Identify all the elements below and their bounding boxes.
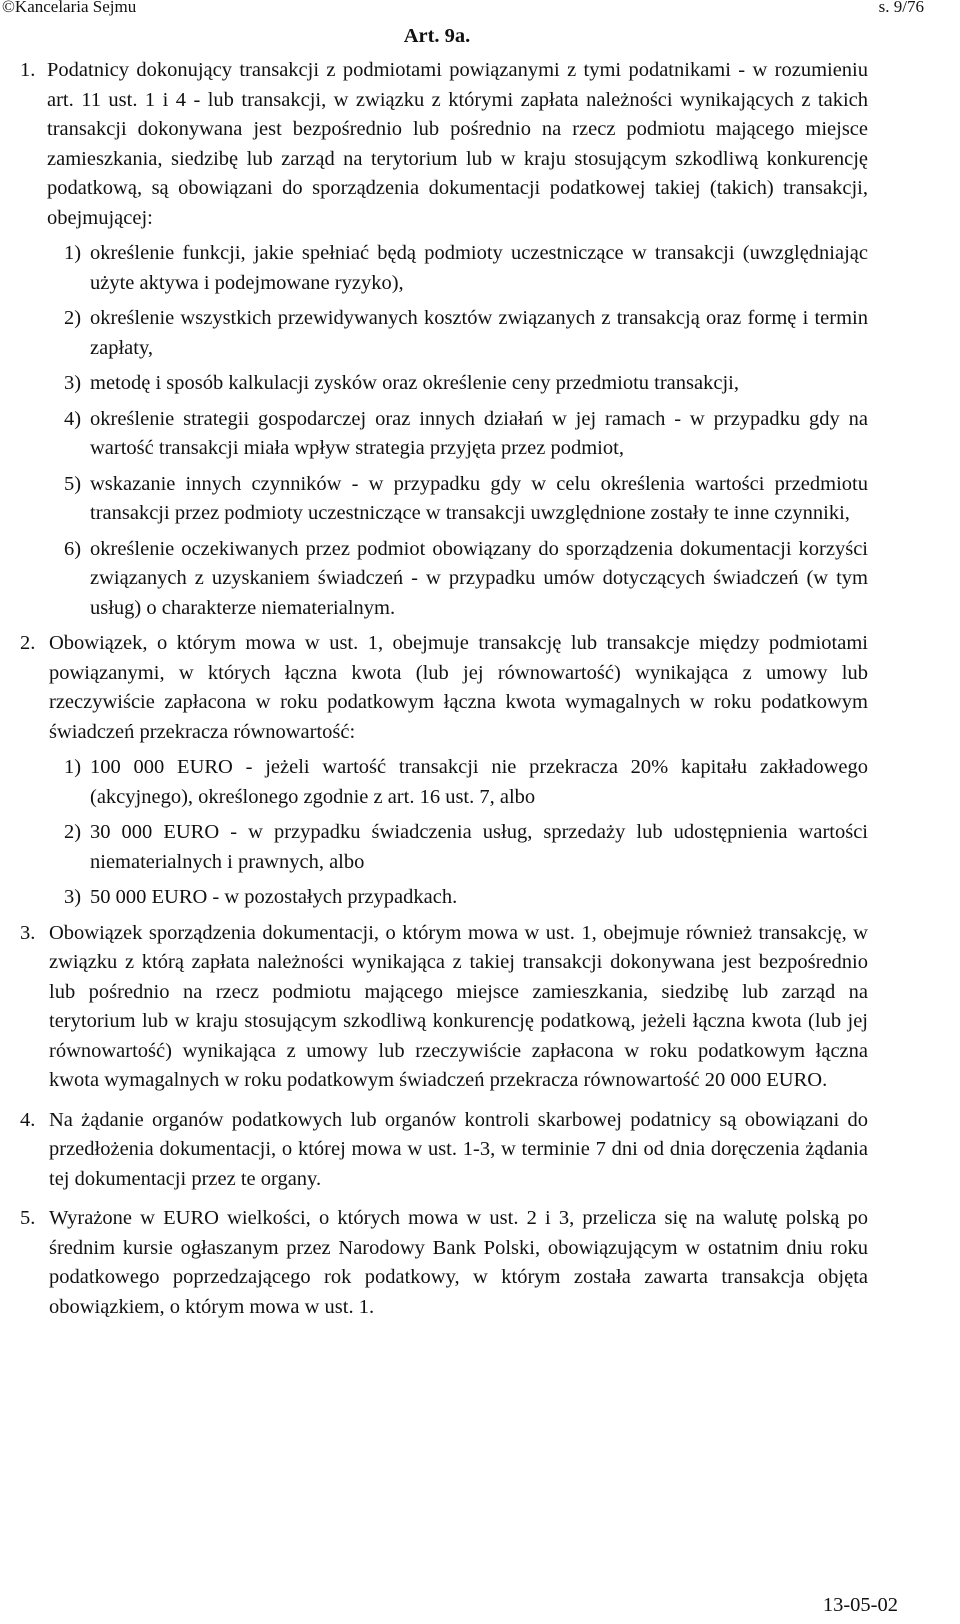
list-item [64,470,868,529]
list-item [64,883,868,913]
list-item-number: 2) [64,307,82,329]
list-item [64,535,868,624]
list-item-number: 6) [64,537,82,560]
paragraph-number: 3. [20,921,36,944]
list-item [64,818,868,877]
list-item-number: 5) [64,472,82,495]
header-source: ©Kancelaria Sejmu [2,0,137,16]
paragraph-text: Na żądanie organów podatkowych lub organów kontroli skarbowej podatnicy są obowiązani do przedłożenia dokumentacji, o której mowa w ust. 1-3, w terminie 7 dni od dnia doręczenia żądania tej dokumentacji przez te organy. [49,1108,868,1190]
paragraph-2-list [64,753,868,913]
paragraph-number: 5. [20,1207,36,1229]
list-item-text: określenie funkcji, jakie spełniać będą podmioty uczestniczące w transakcji (uwzględniając użyte aktywa i podejmowane ryzyko), [90,242,868,294]
paragraph-number: 1. [20,59,36,81]
list-item-text: określenie wszystkich przewidywanych kosztów związanych z transakcją oraz formę i termin zapłaty, [90,307,868,359]
list-item [64,304,868,363]
paragraph-number: 4. [20,1108,36,1131]
paragraph-text: Obowiązek sporządzenia dokumentacji, o którym mowa w ust. 1, obejmuje również transakcję, w związku z którą zapłata należności wynikająca z takiej transakcji dokonywana jest bezpośrednio lub pośrednio na rzecz podmiotu mającego miejsce zamieszkania, siedzibę lub zarząd na terytorium lub w kraju stosującym szkodliwą konkurencję podatkową, jeżeli łączna kwota (lub jej równowartość) wynikająca z umowy lub rzeczywiście zapłacona w roku podatkowym łączna kwota wymagalnych w roku podatkowym świadczeń przekracza równowartość 20 000 EURO. [49,921,868,1091]
paragraph-3 [20,919,868,1096]
list-item [64,405,868,464]
list-item [64,753,868,812]
list-item-text: określenie strategii gospodarczej oraz innych działań w jej ramach - w przypadku gdy na wartość transakcji miała wpływ strategia przyjęta przez podmiot, [90,407,868,459]
paragraph-1 [20,56,868,233]
list-item-number: 2) [64,821,82,843]
paragraph-2 [20,629,868,747]
list-item-text: określenie oczekiwanych przez podmiot obowiązany do sporządzenia dokumentacji korzyści związanych z uzyskaniem świadczeń - w przypadku umów dotyczących świadczeń (w tym usług) o charakterze niematerialnym. [90,537,868,619]
paragraph-text: Wyrażone w EURO wielkości, o których mowa w ust. 2 i 3, przelicza się na walutę polską po średnim kursie ogłaszanym przez Narodowy Bank Polski, obowiązującym w ostatnim dniu roku podatkowego poprzedzającego rok podatkowy, w którym została zawarta transakcja objęta obowiązkiem, o którym mowa w ust. 1. [49,1207,868,1318]
paragraph-5 [20,1204,868,1322]
paragraph-text: Obowiązek, o którym mowa w ust. 1, obejmuje transakcję lub transakcje między podmiotami powiązanymi, w których łączna kwota (lub jej równowartość) wynikająca z umowy lub rzeczywiście zapłacona w roku podatkowym łączna kwota wymagalnych w roku podatkowym świadczeń przekracza równowartość: [49,632,868,743]
paragraph-text: Podatnicy dokonujący transakcji z podmiotami powiązanymi z tymi podatnikami - w rozumieniu art. 11 ust. 1 i 4 - lub transakcji, w związku z którymi zapłata należności wynikających z takich transakcji dokonywana jest bezpośrednio lub pośrednio na rzecz podmiotu mającego miejsce zamieszkania, siedzibę lub zarząd na terytorium lub w kraju stosującym szkodliwą konkurencję podatkową, są obowiązani do sporządzenia dokumentacji podatkowej takiej (takich) transakcji, obejmującej: [47,59,868,229]
list-item-text: 50 000 EURO - w pozostałych przypadkach. [90,886,458,908]
list-item-number: 1) [64,756,82,778]
document-body [20,56,868,1322]
list-item-number: 3) [64,372,82,394]
footer-date: 13-05-02 [822,1594,898,1616]
list-item-text: metodę i sposób kalkulacji zysków oraz określenie ceny przedmiotu transakcji, [90,372,739,394]
list-item-number: 1) [64,242,82,264]
list-item-number: 3) [64,886,82,908]
list-item-text: 100 000 EURO - jeżeli wartość transakcji nie przekracza 20% kapitału zakładowego (akcyjnego), określonego zgodnie z art. 16 ust. 7, albo [90,756,868,808]
header-page-number: s. 9/76 [878,0,924,16]
paragraph-1-list [64,239,868,623]
list-item-number: 4) [64,407,82,430]
paragraph-number: 2. [20,632,36,654]
article-title: Art. 9a. [403,25,471,47]
list-item [64,239,868,298]
paragraph-4 [20,1106,868,1195]
list-item-text: wskazanie innych czynników - w przypadku gdy w celu określenia wartości przedmiotu transakcji przez podmioty uczestniczące w transakcji uwzględnione zostały te inne czynniki, [90,472,868,524]
list-item [64,369,868,399]
list-item-text: 30 000 EURO - w przypadku świadczenia usług, sprzedaży lub udostępnienia wartości niematerialnych i prawnych, albo [90,821,868,873]
